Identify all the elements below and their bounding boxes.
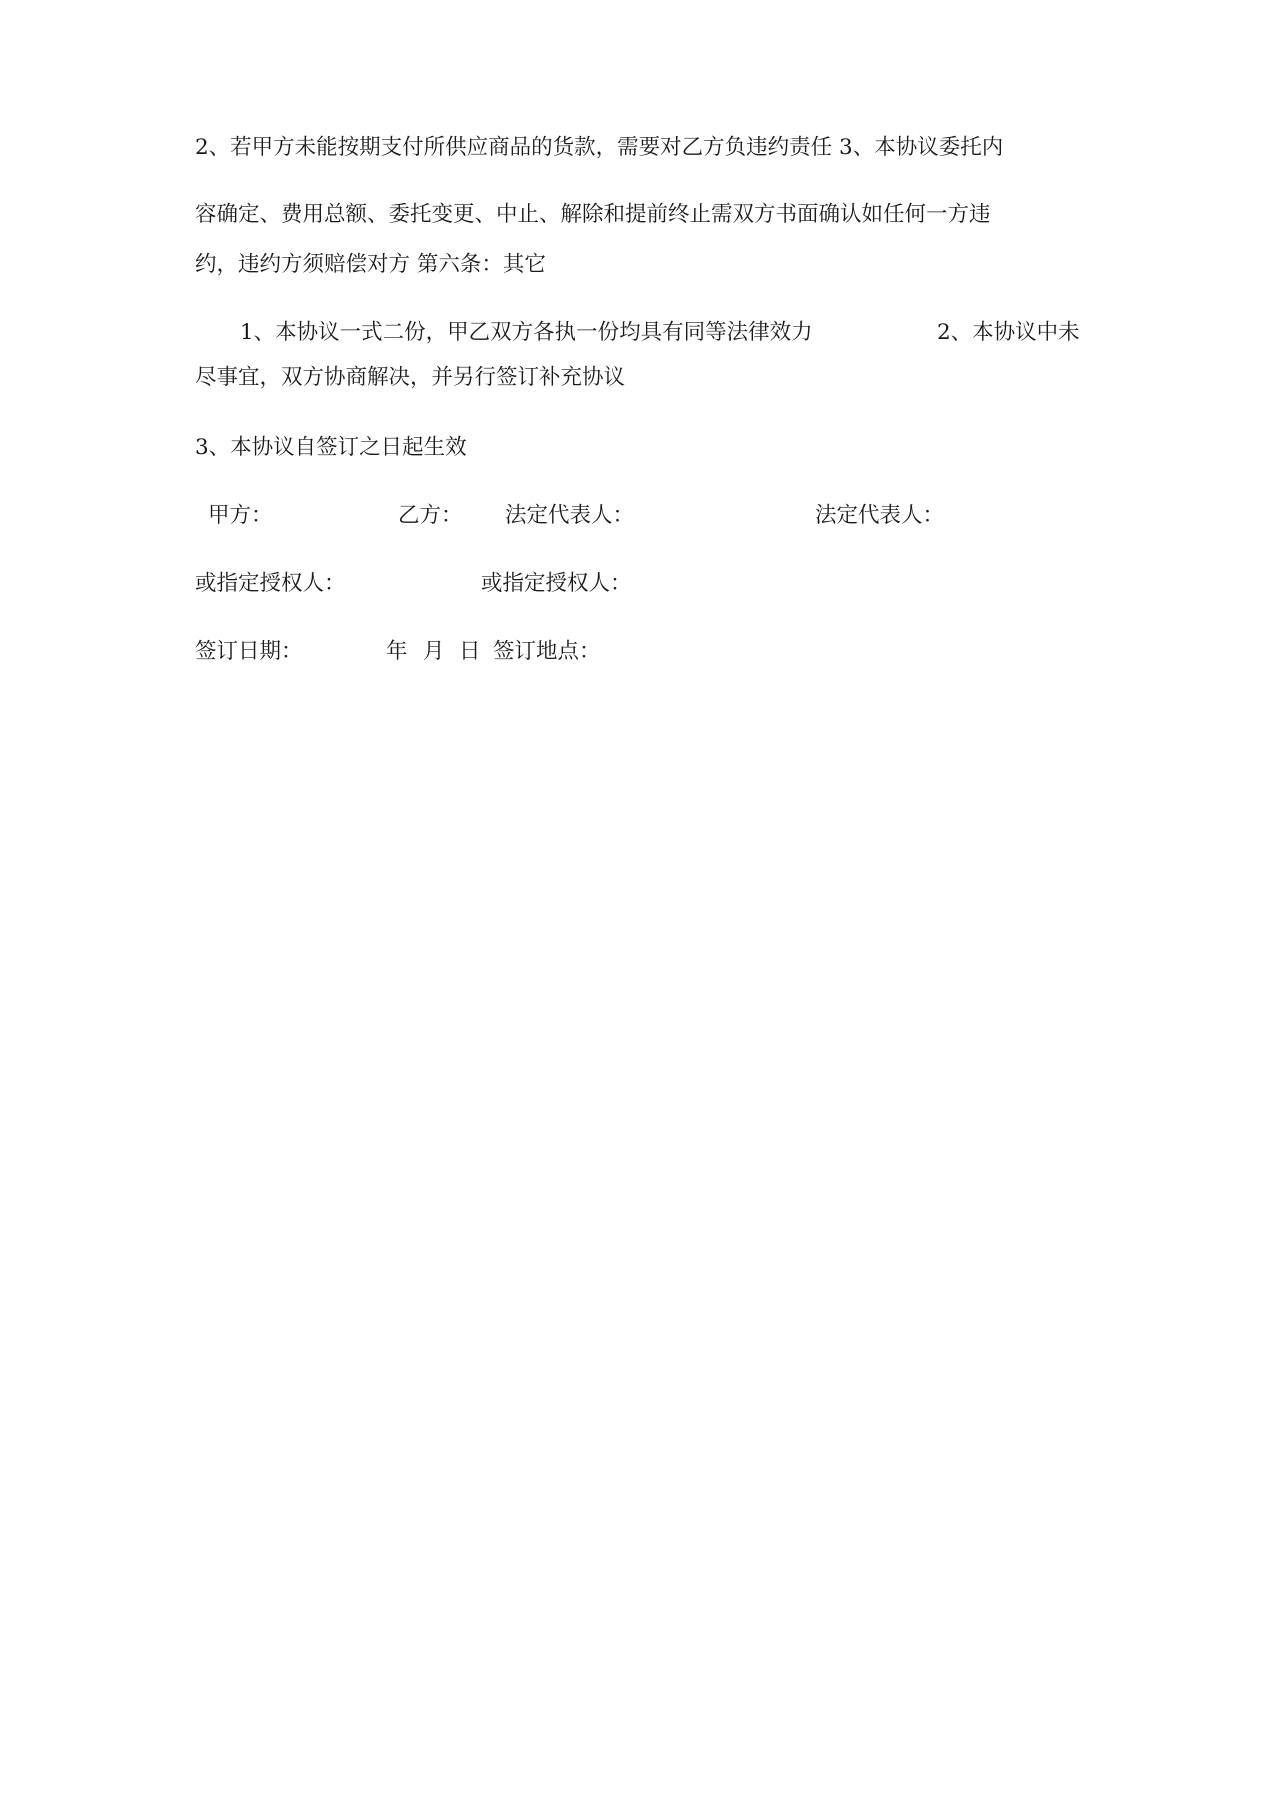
sign-date-month: 月 [423,639,445,664]
sign-date-year: 年 [386,639,408,664]
sign-date-label: 签订日期： [195,639,303,664]
paragraph-2-line-1-part-2: 2、本协议中未 [937,320,1080,345]
party-a-label: 甲方： [208,503,273,528]
paragraph-3: 3、本协议自签订之日起生效 [195,435,467,460]
sign-place-label: 签订地点： [493,639,601,664]
paragraph-1-line-2: 容确定、费用总额、委托变更、中止、解除和提前终止需双方书面确认如任何一方违 [195,202,991,227]
legal-rep-b-label: 法定代表人： [815,503,945,528]
paragraph-1-line-1: 2、若甲方未能按期支付所供应商品的货款，需要对乙方负违约责任 3、本协议委托内 [195,135,1004,160]
sign-date-day: 日 [459,639,481,664]
paragraph-2-line-1-part-1: 1、本协议一式二份，甲乙双方各执一份均具有同等法律效力 [240,320,813,345]
authorized-a-label: 或指定授权人： [195,571,346,596]
paragraph-1-line-3: 约，违约方须赔偿对方 第六条：其它 [195,252,546,277]
party-b-label: 乙方： [398,503,463,528]
legal-rep-a-label: 法定代表人： [505,503,635,528]
authorized-b-label: 或指定授权人： [481,571,632,596]
paragraph-2-line-2: 尽事宜，双方协商解决，并另行签订补充协议 [195,365,626,390]
